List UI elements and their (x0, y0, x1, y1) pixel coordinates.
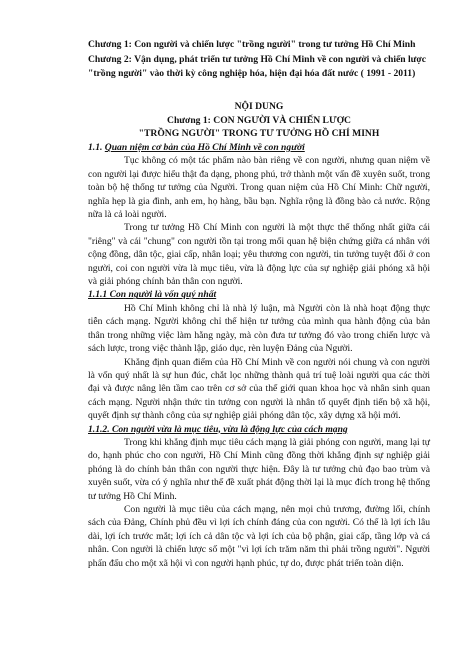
section-1-1-number: 1.1. (88, 142, 105, 153)
content-heading-block (88, 100, 430, 141)
section-1-1-1-paragraph-2: Khẳng định quan điểm của Hồ Chí Minh về con người nói chung và con người là vốn quý nhất là sự hun đúc, chắt lọc những thành quả trí tuệ loài người qua các thời đại và được nâng lên tầm cao trên cơ sở của thế giới quan khoa học và nhân sinh quan cách mạng. Người nhận thức tin tưởng con người là nhân tố quyết định tiến bộ xã hội, quyết định sự thành công của sự nghiệp giải phóng dân tộc, xây dựng xã hội mới. (88, 356, 430, 422)
section-1-1-paragraph-2: Trong tư tưởng Hồ Chí Minh con người là một thực thể thống nhất giữa cái "riêng" và cái "chung" con người tồn tại trong mối quan hệ biện chứng giữa cá nhân với cộng đồng, dân tộc, giai cấp, nhân loại; yêu thương con người, tin tưởng tuyệt đối ở con người, coi con người vừa là mục tiêu, vừa là động lực của sự nghiệp giải phóng xã hội và giải phóng chính bản thân con người. (88, 222, 430, 288)
section-1-1-heading (88, 141, 430, 154)
section-1-1-2-paragraph-1: Trong khi khẳng định mục tiêu cách mạng là giải phóng con người, mang lại tự do, hạnh phúc cho con người, Hồ Chí Minh cũng đồng thời khẳng định sự nghiệp giải phóng là do chính bản thân con người thực hiện. Đây là tư tưởng chủ đạo bao trùm và xuyên suốt, vừa có ý nghĩa như thế đề xuất phát động thời lại là mục đích trong hệ thống tư tưởng Hồ Chí Minh. (88, 436, 430, 502)
chapter-title-line-2: "TRỒNG NGƯỜI" TRONG TƯ TƯỞNG HỒ CHÍ MINH (138, 128, 380, 140)
section-1-1-1-heading (88, 288, 430, 301)
section-1-1-paragraph-1: Tục không có một tác phẩm nào bàn riêng về con người, nhưng quan niệm về con người lại được hiểu thật đa dạng, phong phú, trở thành một vấn đề xuyên suốt, trong toàn bộ hệ thống tư tưởng của Người. Trong quan niệm của Hồ Chí Minh: Chữ người, nghĩa hẹp là gia đình, anh em, họ hàng, bầu bạn. Nghĩa rộng là đồng bào cả nước. Rộng nữa là cả loài người. (88, 155, 430, 221)
section-1-1-title: Quan niệm cơ bản của Hồ Chí Minh về con người (104, 142, 305, 153)
content-heading: NỘI DUNG (234, 101, 284, 113)
toc-chapter-2: Chương 2: Vận dụng, phát triển tư tưởng Hồ Chí Minh về con người và chiến lược "trồng người" vào thời kỳ công nghiệp hóa, hiện đại hóa đất nước ( 1991 - 2011) (88, 54, 426, 79)
table-of-contents (88, 38, 430, 80)
section-1-1-1-title: 1.1.1 Con người là vốn quý nhất (88, 289, 217, 301)
section-1-1-2-paragraph-2: Con người là mục tiêu của cách mạng, nên mọi chủ trương, đường lối, chính sách của Đảng, Chính phủ đều vì lợi ích chính đáng của con người. Có thể là lợi ích lâu dài, lợi ích trước mắt; lợi ích cả dân tộc và lợi ích của bộ phận, giai cấp, tầng lớp và cá nhân. Con người là chiến lược số một "vì lợi ích trăm năm thì phải trồng người". Người phấn đấu cho một xã hội vì con người hạnh phúc, tự do, được phát triển toàn diện. (88, 503, 430, 569)
toc-chapter-1: Chương 1: Con người và chiến lược "trồng người" trong tư tưởng Hồ Chí Minh (88, 39, 416, 50)
chapter-title-line-1: Chương 1: CON NGƯỜI VÀ CHIẾN LƯỢC (167, 114, 351, 126)
section-1-1-1-paragraph-1: Hồ Chí Minh không chỉ là nhà lý luận, mà Người còn là nhà hoạt động thực tiễn cách mạng. Người không chỉ thể hiện tư tưởng của mình qua hành động của bản thân trong những việc làm hằng ngày, mà còn đưa tư tưởng đó vào trong chiến lược và sách lược, trong việc thành lập, giáo dục, rèn luyện Đảng của Người. (88, 302, 430, 355)
section-1-1-2-title: 1.1.2. Con người vừa là mục tiêu, vừa là động lực của cách mạng (88, 423, 348, 435)
section-1-1-2-heading (88, 423, 430, 436)
